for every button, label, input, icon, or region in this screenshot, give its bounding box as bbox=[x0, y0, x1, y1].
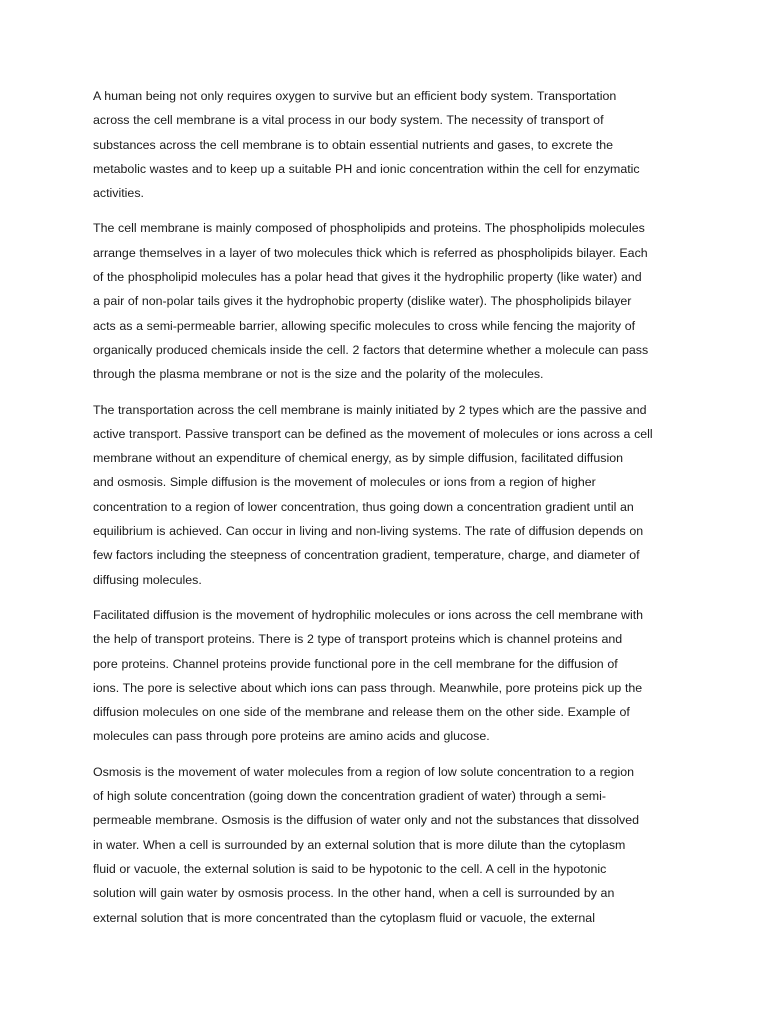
paragraph-1 bbox=[93, 84, 673, 205]
text-line: A human being not only requires oxygen to survive but an efficient body system. Transportation bbox=[93, 89, 617, 103]
text-line: organically produced chemicals inside the cell. 2 factors that determine whether a molecule can pass bbox=[93, 342, 649, 357]
text-line: ions. The pore is selective about which ions can pass through. Meanwhile, pore proteins pick up the bbox=[93, 680, 643, 695]
text-line: the help of transport proteins. There is 2 type of transport proteins which is channel proteins and bbox=[93, 632, 623, 647]
paragraph-2 bbox=[93, 216, 673, 386]
text-line: arrange themselves in a layer of two molecules thick which is referred as phospholipids bilayer. Each bbox=[93, 245, 648, 260]
text-line: Facilitated diffusion is the movement of hydrophilic molecules or ions across the cell membrane with bbox=[93, 607, 644, 622]
text-line: The cell membrane is mainly composed of phospholipids and proteins. The phospholipids molecules bbox=[93, 221, 645, 236]
text-line: of high solute concentration (going down the concentration gradient of water) through a semi- bbox=[93, 789, 606, 804]
paragraph-4 bbox=[93, 603, 673, 749]
document-body bbox=[93, 84, 673, 941]
text-line: few factors including the steepness of concentration gradient, temperature, charge, and diameter of bbox=[93, 548, 640, 563]
text-line: permeable membrane. Osmosis is the diffusion of water only and not the substances that dissolved bbox=[93, 813, 639, 828]
text-line: through the plasma membrane or not is the size and the polarity of the molecules. bbox=[93, 367, 544, 382]
text-line: acts as a semi-permeable barrier, allowing specific molecules to cross while fencing the majority of bbox=[93, 318, 636, 333]
text-line: fluid or vacuole, the external solution is said to be hypotonic to the cell. A cell in the hypotonic bbox=[93, 861, 607, 876]
text-line: diffusion molecules on one side of the membrane and release them on the other side. Example of bbox=[93, 705, 630, 720]
text-line: a pair of non-polar tails gives it the hydrophobic property (dislike water). The phospholipids bilayer bbox=[93, 294, 632, 309]
paragraph-3 bbox=[93, 398, 673, 592]
text-line: pore proteins. Channel proteins provide functional pore in the cell membrane for the diffusion of bbox=[93, 656, 618, 671]
text-line: Osmosis is the movement of water molecules from a region of low solute concentration to a region bbox=[93, 764, 635, 779]
text-line: and osmosis. Simple diffusion is the movement of molecules or ions from a region of higher bbox=[93, 475, 596, 490]
text-line: metabolic wastes and to keep up a suitable PH and ionic concentration within the cell for enzymatic bbox=[93, 161, 640, 176]
text-line: concentration to a region of lower concentration, thus going down a concentration gradient until an bbox=[93, 499, 634, 514]
text-line: equilibrium is achieved. Can occur in living and non-living systems. The rate of diffusion depends on bbox=[93, 524, 644, 539]
text-line: The transportation across the cell membrane is mainly initiated by 2 types which are the passive and bbox=[93, 402, 647, 417]
text-line: external solution that is more concentrated than the cytoplasm fluid or vacuole, the external bbox=[93, 910, 595, 925]
text-line: molecules can pass through pore proteins are amino acids and glucose. bbox=[93, 729, 490, 744]
text-line: active transport. Passive transport can be defined as the movement of molecules or ions across a cell bbox=[93, 426, 653, 441]
text-line: substances across the cell membrane is to obtain essential nutrients and gases, to excrete the bbox=[93, 137, 614, 152]
text-line: diffusing molecules. bbox=[93, 572, 202, 587]
text-line: of the phospholipid molecules has a polar head that gives it the hydrophilic property (like water) and bbox=[93, 270, 642, 285]
text-line: solution will gain water by osmosis process. In the other hand, when a cell is surrounded by an bbox=[93, 886, 615, 901]
text-line: activities. bbox=[93, 186, 144, 201]
paragraph-5 bbox=[93, 760, 673, 930]
text-line: in water. When a cell is surrounded by an external solution that is more dilute than the cytoplasm bbox=[93, 837, 626, 852]
text-line: membrane without an expenditure of chemical energy, as by simple diffusion, facilitated diffusion bbox=[93, 451, 623, 466]
text-line: across the cell membrane is a vital process in our body system. The necessity of transport of bbox=[93, 113, 604, 128]
